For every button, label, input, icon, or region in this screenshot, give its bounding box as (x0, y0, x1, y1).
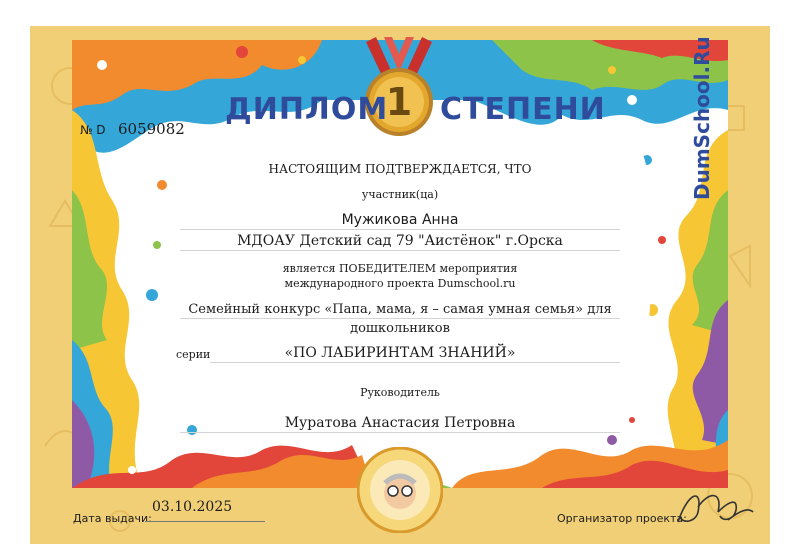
supervisor-label: Руководитель (360, 386, 440, 399)
name-underline (180, 229, 620, 230)
organizer-label: Организатор проекта: (557, 512, 687, 525)
organization-underline (180, 250, 620, 251)
heading-diploma: ДИПЛОМ (225, 92, 389, 127)
participant-name: Мужикова Анна (341, 212, 459, 228)
series-name: «ПО ЛАБИРИНТАМ ЗНАНИЙ» (284, 345, 516, 361)
supervisor-underline (180, 432, 620, 433)
degree-number: 1 (385, 80, 413, 124)
number-value: 6059082 (118, 120, 185, 138)
series-underline (210, 362, 620, 363)
issue-label: Дата выдачи: (73, 512, 152, 525)
project-logo (357, 447, 443, 533)
winner-line-2: международного проекта Dumschool.ru (284, 277, 516, 290)
contest-underline (180, 318, 620, 319)
series-label: серии (176, 348, 211, 361)
contest-line-1: Семейный конкурс «Папа, мама, я – самая умная семья» для (188, 302, 612, 317)
number-label: № D (80, 123, 106, 137)
confirm-line: НАСТОЯЩИМ ПОДТВЕРЖДАЕТСЯ, ЧТО (268, 162, 532, 176)
issue-date-underline (145, 521, 265, 522)
organization: МДОАУ Детский сад 79 "Аистёнок" г.Орска (237, 233, 563, 249)
side-brand: DumSchool.Ru (690, 36, 714, 200)
supervisor-name: Муратова Анастасия Петровна (284, 415, 516, 431)
organizer-signature (668, 482, 758, 532)
heading-degree: СТЕПЕНИ (440, 92, 606, 127)
issue-date: 03.10.2025 (152, 499, 233, 515)
participant-label: участник(ца) (361, 188, 439, 201)
contest-line-2: дошкольников (350, 321, 450, 336)
winner-line-1: является ПОБЕДИТЕЛЕМ мероприятия (282, 262, 518, 275)
